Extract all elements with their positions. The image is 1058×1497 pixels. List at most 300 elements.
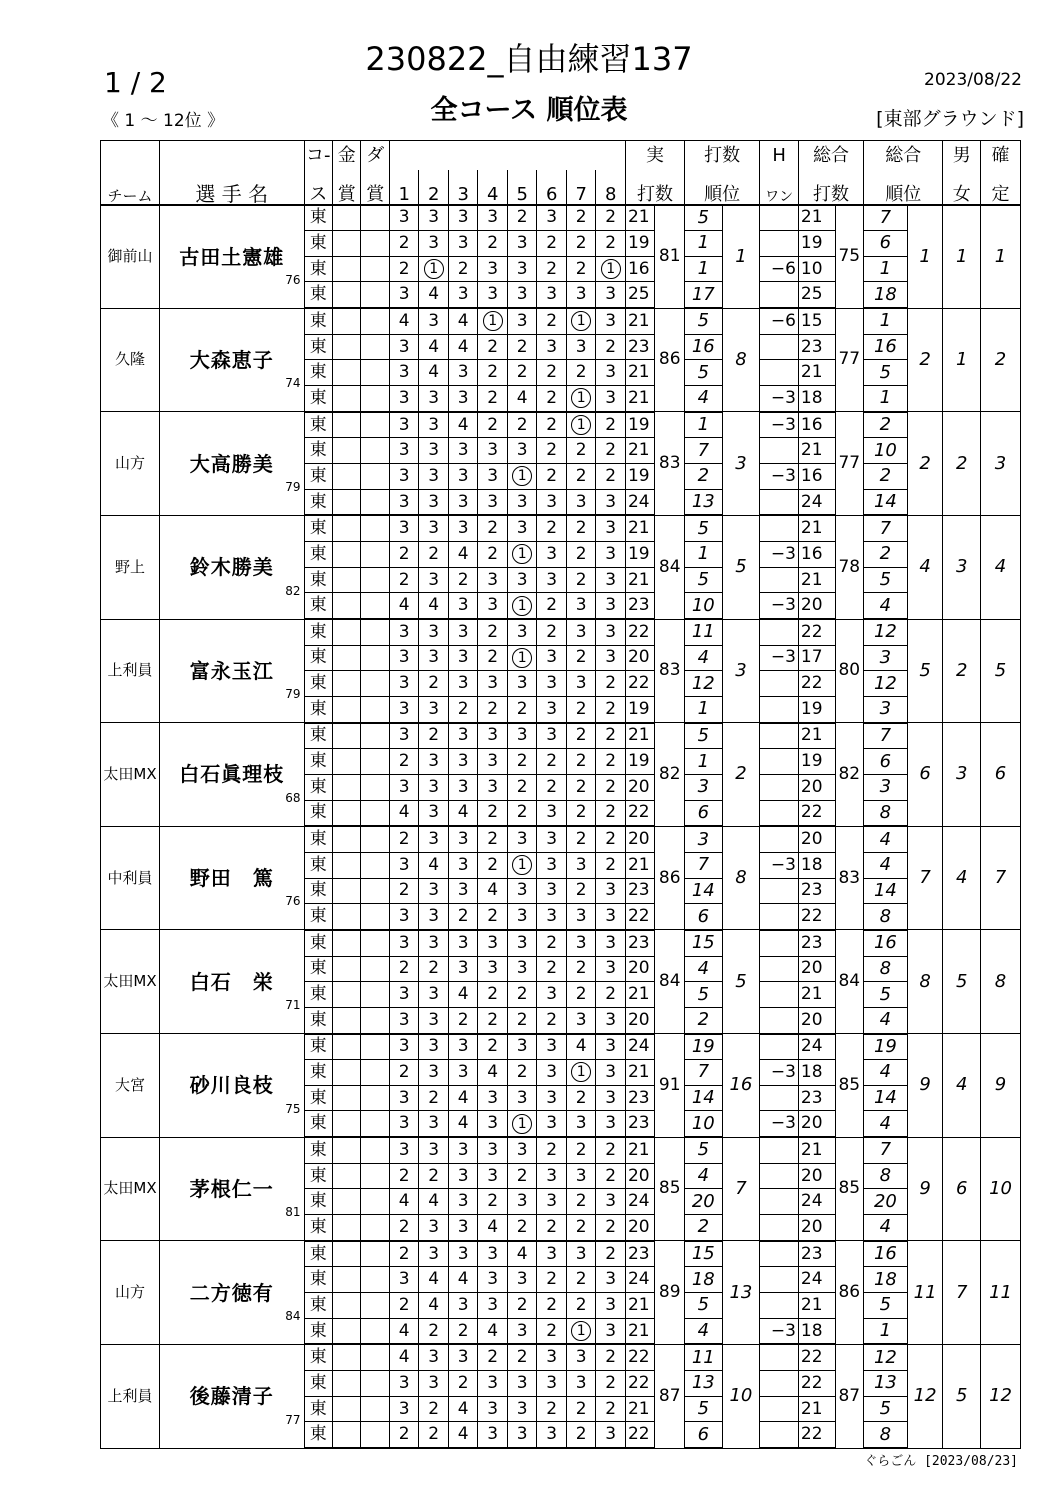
hole-score-value: 3 [575,1347,587,1368]
hole-score [419,1371,449,1397]
hole-score [419,515,449,541]
hole-score-value: 2 [546,258,558,279]
final-rank: 8 [981,930,1021,1034]
hole-score-value: 3 [487,725,499,746]
hole-in-one-adjust [760,1267,799,1293]
hole-score [507,826,537,852]
hole-score-value: 3 [575,1243,587,1264]
round-total: 22 [798,1371,835,1397]
hole-score-value: 3 [546,906,558,927]
gold-prize [333,438,361,464]
hole-score [478,774,508,800]
hole-score-value: 3 [605,1191,617,1212]
round-score: 21 [625,1293,655,1319]
hole-score [419,1215,449,1241]
hole-score-value: 3 [457,958,469,979]
total-strokes: 85 [835,1034,863,1138]
hole-score [478,904,508,930]
hole-in-one-adjust [760,1344,799,1370]
hole-score [507,1371,537,1397]
da-prize [361,671,389,697]
hole-score-value: 2 [487,518,499,539]
hole-score [448,515,478,541]
hole-score-value: 3 [428,1139,440,1160]
hole-score-value: 2 [487,802,499,823]
hole-score [537,800,567,826]
course: 東 [304,1034,332,1060]
hole-score-value: 3 [516,569,528,590]
da-prize [361,774,389,800]
hole-score-value: 4 [398,1347,410,1368]
hole-score-value: 3 [457,1216,469,1237]
gold-prize [333,282,361,308]
hole-score-value: 3 [605,310,617,331]
team-name: 上利員 [101,619,160,723]
final-rank: 6 [981,723,1021,827]
round-total: 23 [798,334,835,360]
round-total-rank: 1 [864,386,908,412]
round-rank: 1 [684,231,722,257]
actual-strokes: 85 [655,1137,685,1241]
round-total: 24 [798,1189,835,1215]
hole-score-value: 3 [428,1009,440,1030]
da-prize [361,282,389,308]
actual-strokes: 91 [655,1034,685,1138]
hole-score-value: 2 [516,336,528,357]
hole-score-value: 3 [605,1036,617,1057]
hole-score-value: 3 [398,362,410,383]
hole-score [448,412,478,438]
hole-score-value: 3 [516,725,528,746]
hole-score [389,386,419,412]
hole-score-value: 3 [428,906,440,927]
course: 東 [304,542,332,568]
hole-score [566,256,596,282]
hole-score-value: 2 [457,1372,469,1393]
hole-score [419,774,449,800]
hole-in-one-adjust [760,489,799,515]
hole-score-value: 2 [605,207,617,228]
hole-score [419,489,449,515]
final-rank: 11 [981,1241,1021,1345]
hole-in-one-adjust [760,1422,799,1448]
hole-score [448,1034,478,1060]
hole-score [478,1034,508,1060]
player-handicap: 81 [285,1205,301,1220]
round-rank: 1 [684,256,722,282]
round-total-rank: 2 [864,412,908,438]
hole-in-one-score: 1 [601,259,621,279]
hole-score [566,671,596,697]
hole-score [566,826,596,852]
round-score: 21 [625,386,655,412]
round-total: 24 [798,489,835,515]
hole-score [478,282,508,308]
round-score: 21 [625,1318,655,1344]
round-score: 21 [625,852,655,878]
overall-rank: 9 [907,1137,943,1241]
hole-score-value: 4 [487,1061,499,1082]
hole-score [389,878,419,904]
hole-score [507,464,537,490]
hole-score [596,826,626,852]
hole-score [596,386,626,412]
round-total-rank: 7 [864,515,908,541]
hole-score [448,256,478,282]
course: 東 [304,1189,332,1215]
hole-score-value: 2 [575,569,587,590]
round-total: 10 [798,256,835,282]
player-handicap: 74 [285,376,301,391]
player-handicap: 76 [285,894,301,909]
hole-score [566,1241,596,1267]
hole-score [507,515,537,541]
total-strokes: 83 [835,826,863,930]
hole-score-value: 3 [457,595,469,616]
round-score: 23 [625,334,655,360]
total-strokes: 87 [835,1344,863,1448]
hole-score [507,749,537,775]
hole-score [448,826,478,852]
hole-score [448,852,478,878]
hole-score-value: 3 [605,1269,617,1290]
hole-score-value: 2 [546,1269,558,1290]
hole-score [566,1293,596,1319]
hole-score-value: 3 [428,621,440,642]
player-cell [160,723,305,827]
hole-score [566,1215,596,1241]
hole-in-one-score: 1 [512,596,532,616]
col-strokes-top: 実 [625,141,684,171]
hole-score-value: 2 [605,802,617,823]
hole-score [507,438,537,464]
hole-in-one-adjust [760,1215,799,1241]
hole-score [448,982,478,1008]
hole-score-value: 3 [428,1061,440,1082]
hole-score [448,749,478,775]
hole-score-value: 2 [487,854,499,875]
hole-score [537,542,567,568]
hole-score [596,1111,626,1137]
hole-score-value: 3 [546,725,558,746]
round-total: 23 [798,1241,835,1267]
hole-score-value: 2 [605,776,617,797]
hole-score-value: 3 [428,518,440,539]
hole-score-value: 3 [398,1398,410,1419]
total-strokes: 80 [835,619,863,723]
hole-score-value: 2 [575,1424,587,1445]
hole-score [389,1163,419,1189]
gender-rank: 6 [943,1137,981,1241]
hole-score [389,696,419,722]
hole-score [478,567,508,593]
hole-score [448,1189,478,1215]
hole-score-value: 2 [546,1294,558,1315]
hole-score [507,1396,537,1422]
hole-score [389,412,419,438]
hole-in-one-adjust [760,1034,799,1060]
hole-score-value: 3 [605,595,617,616]
player-name: 大高勝美 [189,451,274,476]
hole-score [537,852,567,878]
round-rank: 15 [684,1241,722,1267]
hole-score-value: 2 [487,1036,499,1057]
hole-score-value: 3 [398,906,410,927]
hole-score-value: 3 [428,310,440,331]
hole-score-value: 3 [605,518,617,539]
round-rank: 4 [684,1318,722,1344]
hole-in-one-score: 1 [571,311,591,331]
hole-score [389,1034,419,1060]
hole-score [448,1060,478,1086]
hole-score [448,1267,478,1293]
round-total-rank: 12 [864,1344,908,1370]
course: 東 [304,231,332,257]
round-total-rank: 16 [864,334,908,360]
col-hole-2: 2 [419,170,449,204]
hole-score [389,256,419,282]
hole-score-value: 2 [575,207,587,228]
gender-rank: 3 [943,723,981,827]
gold-prize [333,1163,361,1189]
round-total: 21 [798,1137,835,1163]
round-total: 18 [798,1318,835,1344]
col-course-top: コ- [304,141,332,171]
gold-prize [333,515,361,541]
final-rank: 5 [981,619,1021,723]
round-total: 16 [798,542,835,568]
hole-score-value: 2 [457,258,469,279]
hole-score-value: 2 [516,207,528,228]
hole-score-value: 3 [546,569,558,590]
hole-score [566,1137,596,1163]
hole-in-one-adjust [760,1137,799,1163]
gender-rank: 4 [943,1034,981,1138]
hole-score-value: 3 [605,362,617,383]
col-rank-top: 打数 [684,141,759,171]
hole-score-value: 3 [516,829,528,850]
hole-score [507,1111,537,1137]
hole-score-value: 2 [605,673,617,694]
hole-score [419,1111,449,1137]
overall-rank: 12 [907,1344,943,1448]
col-hole-7: 7 [566,170,596,204]
course: 東 [304,878,332,904]
gold-prize [333,904,361,930]
hole-score [448,1371,478,1397]
hole-score-value: 4 [457,1398,469,1419]
total-strokes: 86 [835,1241,863,1345]
gold-prize [333,878,361,904]
hole-score-value: 2 [546,362,558,383]
hole-score-value: 2 [516,1216,528,1237]
hole-score [566,1007,596,1033]
hole-score-value: 2 [605,829,617,850]
total-strokes: 84 [835,930,863,1034]
round-rank: 5 [684,723,722,749]
round-total: 25 [798,282,835,308]
col-hole-1: 1 [389,170,419,204]
hole-score [419,438,449,464]
gold-prize [333,749,361,775]
hole-score-value: 2 [546,310,558,331]
round-total-rank: 5 [864,360,908,386]
team-name: 久隆 [101,308,160,412]
hole-score [478,1293,508,1319]
player-name: 古田土憲雄 [179,244,285,269]
hole-in-one-score: 1 [571,1062,591,1082]
course: 東 [304,723,332,749]
hole-score [596,749,626,775]
hole-score [419,464,449,490]
hole-score-value: 2 [546,465,558,486]
round-total-rank: 8 [864,1163,908,1189]
round-rank: 2 [684,464,722,490]
round-rank: 5 [684,360,722,386]
round-rank: 5 [684,1293,722,1319]
hole-score [566,334,596,360]
hole-score-value: 3 [428,1216,440,1237]
stroke-rank: 3 [722,412,760,516]
hole-in-one-adjust [760,619,799,645]
team-name: 中利員 [101,826,160,930]
hole-score [389,1215,419,1241]
hole-score-value: 4 [398,310,410,331]
hole-score-value: 3 [516,310,528,331]
hole-in-one-adjust [760,282,799,308]
overall-rank: 11 [907,1241,943,1345]
hole-score [448,1241,478,1267]
hole-score-value: 4 [428,284,440,305]
hole-score [566,282,596,308]
hole-score-value: 2 [428,1087,440,1108]
course: 東 [304,956,332,982]
hole-score-value: 3 [516,1424,528,1445]
hole-score [537,282,567,308]
hole-score-value: 4 [398,1320,410,1341]
hole-score-value: 3 [428,776,440,797]
hole-score [507,489,537,515]
hole-score-value: 2 [575,725,587,746]
hole-score-value: 3 [487,1294,499,1315]
actual-strokes: 83 [655,412,685,516]
hole-score-value: 3 [487,1372,499,1393]
hole-score [507,231,537,257]
hole-score [537,205,567,231]
hole-score [448,282,478,308]
overall-rank: 6 [907,723,943,827]
hole-score [537,1396,567,1422]
hole-score [596,515,626,541]
actual-strokes: 81 [655,205,685,309]
hole-score [566,1189,596,1215]
hole-score-value: 3 [516,932,528,953]
hole-score-value: 2 [546,932,558,953]
course: 東 [304,1137,332,1163]
gold-prize [333,1293,361,1319]
player-handicap: 79 [285,479,301,494]
da-prize [361,567,389,593]
hole-score-value: 3 [546,1061,558,1082]
hole-score [448,696,478,722]
round-rank: 5 [684,567,722,593]
hole-score [566,593,596,619]
hole-score [596,1422,626,1448]
course: 東 [304,982,332,1008]
hole-in-one-adjust [760,956,799,982]
hole-score [537,464,567,490]
gold-prize [333,1060,361,1086]
hole-in-one-score: 1 [424,259,444,279]
round-total-rank: 8 [864,956,908,982]
hole-score-value: 3 [428,698,440,719]
round-total-rank: 8 [864,800,908,826]
player-handicap: 77 [285,1412,301,1427]
hole-score [596,1318,626,1344]
hole-in-one-adjust: −6 [760,308,799,334]
gold-prize [333,231,361,257]
round-total: 18 [798,852,835,878]
hole-score [448,723,478,749]
course: 東 [304,334,332,360]
hole-score [389,489,419,515]
hole-in-one-adjust [760,749,799,775]
hole-score [507,956,537,982]
gold-prize [333,1085,361,1111]
hole-score [507,1318,537,1344]
course: 東 [304,464,332,490]
round-rank: 5 [684,205,722,231]
hole-score [566,696,596,722]
gold-prize [333,1241,361,1267]
hole-score [566,723,596,749]
round-total-rank: 4 [864,852,908,878]
hole-score [478,205,508,231]
gold-prize [333,800,361,826]
hole-score-value: 3 [457,1294,469,1315]
hole-score [566,386,596,412]
hole-score [478,231,508,257]
round-score: 21 [625,982,655,1008]
hole-score [419,1189,449,1215]
hole-score-value: 2 [605,232,617,253]
hole-score-value: 3 [457,1165,469,1186]
hole-score [537,878,567,904]
round-rank: 16 [684,334,722,360]
hole-score [419,1085,449,1111]
round-score: 19 [625,542,655,568]
hole-score [389,1007,419,1033]
hole-score [448,1318,478,1344]
hole-score-value: 3 [605,1424,617,1445]
hole-score [507,1060,537,1086]
round-total: 16 [798,464,835,490]
hole-score [596,723,626,749]
event-date: 2023/08/22 [924,70,1022,90]
hole-score-value: 3 [516,673,528,694]
hole-score-value: 2 [398,569,410,590]
hole-score [566,619,596,645]
hole-score-value: 2 [516,1009,528,1030]
actual-strokes: 83 [655,619,685,723]
col-hole-8: 8 [596,170,626,204]
stroke-rank: 13 [722,1241,760,1345]
hole-score-value: 3 [575,1113,587,1134]
hole-score [596,438,626,464]
hole-score [537,438,567,464]
round-total: 22 [798,619,835,645]
hole-score-value: 3 [605,1113,617,1134]
